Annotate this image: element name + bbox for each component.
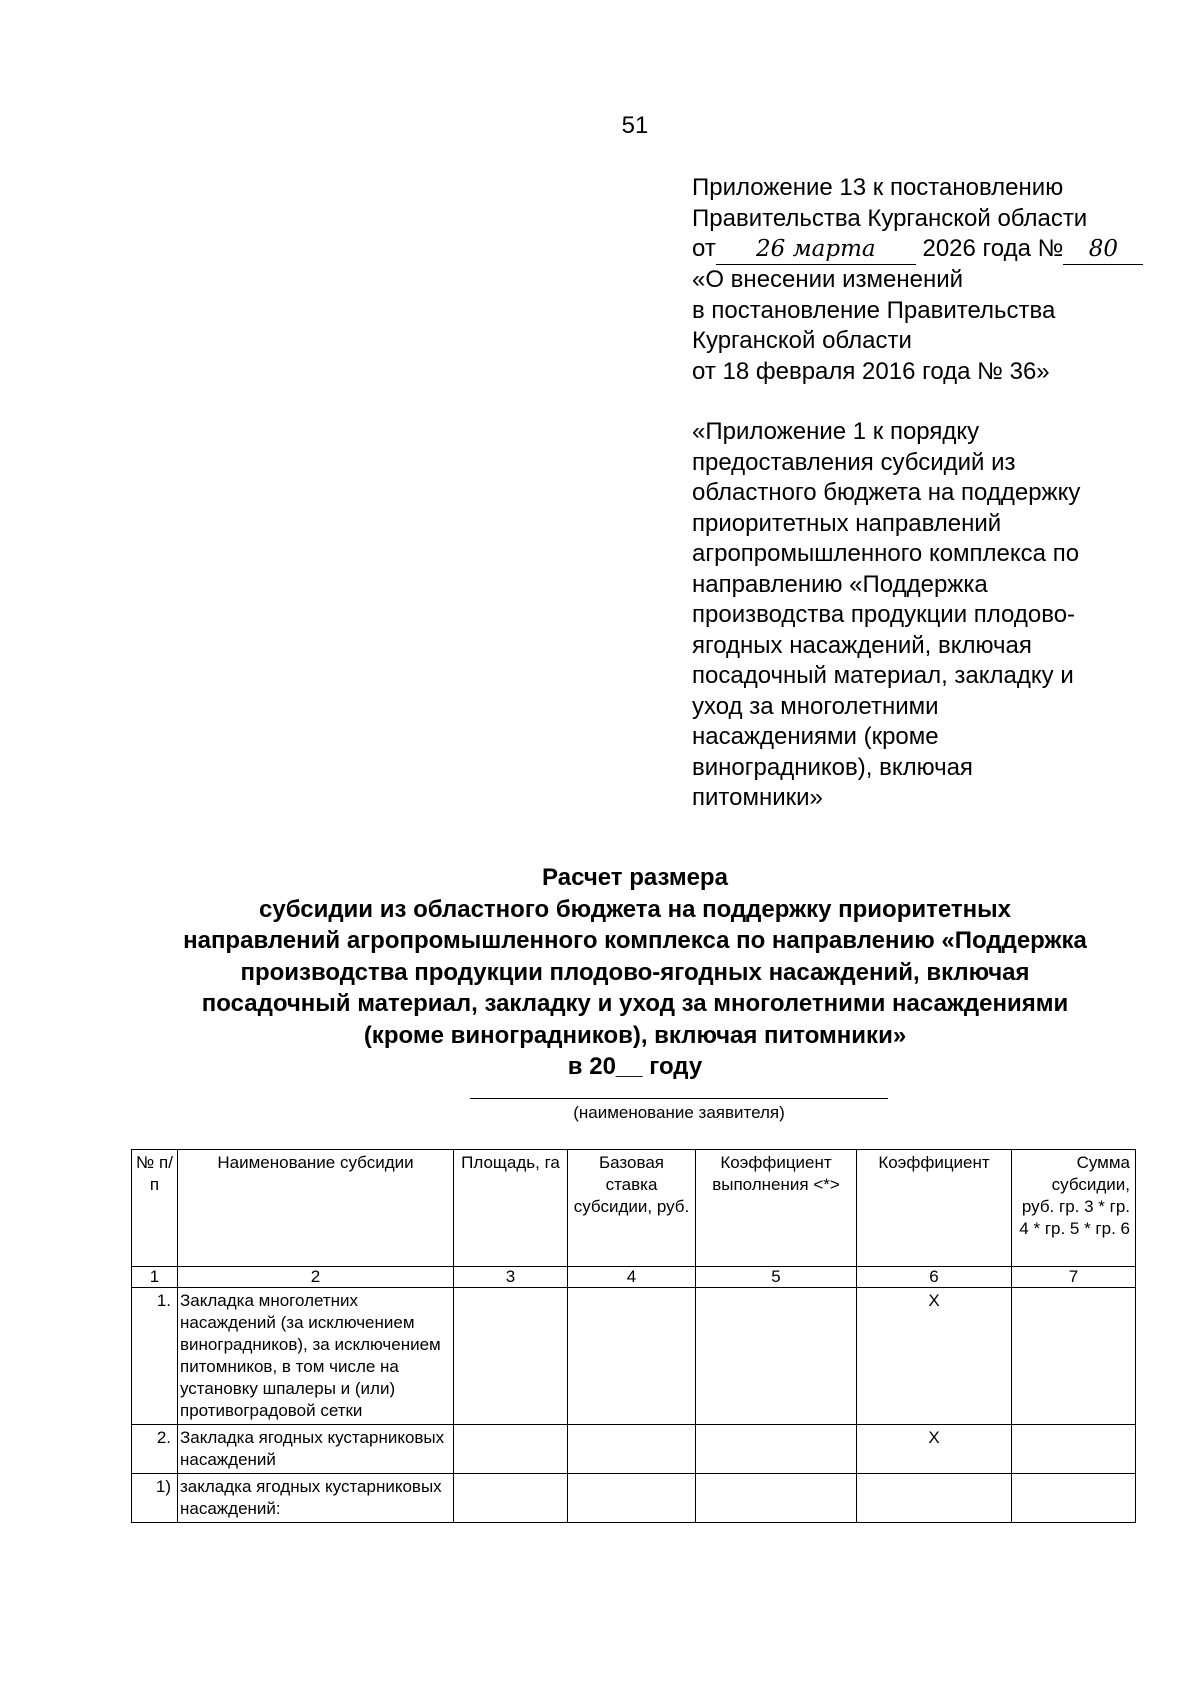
sub-appendix-line: областного бюджета на поддержку <box>692 479 1081 506</box>
row-area <box>454 1474 568 1523</box>
title-line: направлений агропромышленного комплекса по направлению «Поддержка <box>183 927 1087 954</box>
table-header-row <box>132 1150 1136 1267</box>
row-sum <box>1012 1474 1136 1523</box>
column-number: 1 <box>132 1267 178 1288</box>
column-number: 7 <box>1012 1267 1136 1288</box>
header-cell-name: Наименование субсидии <box>178 1150 454 1267</box>
row-coefficient: X <box>857 1425 1012 1474</box>
row-number: 1) <box>132 1474 178 1523</box>
sub-appendix-line: ягодных насаждений, включая <box>692 631 1032 659</box>
sub-appendix-line: предоставления субсидий из <box>692 448 1016 476</box>
column-number: 2 <box>178 1267 454 1288</box>
sub-appendix-line: агропромышленного комплекса по <box>692 540 1080 567</box>
date-suffix: 2026 года № <box>922 235 1064 262</box>
subsidy-calculation-table <box>131 1149 1136 1523</box>
column-number: 6 <box>857 1267 1012 1288</box>
appendix-line: в постановление Правительства <box>692 296 1056 324</box>
title-line: Расчет размера <box>542 864 728 891</box>
document-title <box>130 862 1140 1083</box>
title-line: (кроме виноградников), включая питомники» <box>363 1021 907 1049</box>
row-base-rate <box>568 1288 696 1425</box>
appendix-line: «О внесении изменений <box>692 266 964 293</box>
sub-appendix-line: посадочный материал, закладку и <box>692 662 1074 689</box>
page-number: 51 <box>621 112 649 139</box>
sub-appendix-line: виноградников), включая <box>692 753 973 781</box>
appendix-line: от 18 февраля 2016 года № 36» <box>692 357 1050 385</box>
row-subsidy-name: Закладка ягодных кустарниковых насаждений <box>178 1425 454 1474</box>
row-exec-coefficient <box>696 1288 857 1425</box>
row-number: 2. <box>132 1425 178 1474</box>
header-cell-coefficient: Коэффициент <box>857 1150 1012 1267</box>
table-row <box>132 1425 1136 1474</box>
sub-appendix-line: направлению «Поддержка <box>692 570 988 598</box>
row-exec-coefficient <box>696 1474 857 1523</box>
title-line: посадочный материал, закладку и уход за многолетними насаждениями <box>201 990 1069 1017</box>
appendix-line: Приложение 13 к постановлению <box>692 174 1064 201</box>
sub-appendix-line: насаждениями (кроме <box>692 723 939 750</box>
table-row <box>132 1288 1136 1425</box>
sub-appendix-line: приоритетных направлений <box>692 509 1002 537</box>
row-base-rate <box>568 1474 696 1523</box>
sub-appendix-line: питомники» <box>692 784 823 811</box>
row-area <box>454 1425 568 1474</box>
header-cell-sum: Сумма субсидии, руб. гр. 3 * гр. 4 * гр. 5 * гр. 6 <box>1012 1150 1136 1267</box>
column-number: 4 <box>568 1267 696 1288</box>
header-cell-base-rate: Базовая ставка субсидии, руб. <box>568 1150 696 1267</box>
header-cell-exec-coefficient: Коэффициент выполнения <*> <box>696 1150 857 1267</box>
applicant-blank-line <box>470 1098 888 1099</box>
header-cell-number: № п/п <box>132 1150 178 1267</box>
column-number: 3 <box>454 1267 568 1288</box>
sub-appendix-line: уход за многолетними <box>692 692 939 720</box>
row-subsidy-name: закладка ягодных кустарниковых насаждений: <box>178 1474 454 1523</box>
applicant-field <box>470 1098 888 1123</box>
row-area <box>454 1288 568 1425</box>
row-subsidy-name: Закладка многолетних насаждений (за исключением виноградников), за исключением питомников, в том числе на установку шпалеры и (или) противоградовой сетки <box>178 1288 454 1425</box>
row-exec-coefficient <box>696 1425 857 1474</box>
appendix-date-line <box>692 234 1192 265</box>
title-line: в 20__ году <box>567 1053 703 1080</box>
row-coefficient: X <box>857 1288 1012 1425</box>
row-coefficient <box>857 1474 1012 1523</box>
row-sum <box>1012 1288 1136 1425</box>
row-number: 1. <box>132 1288 178 1425</box>
sub-appendix-line: «Приложение 1 к порядку <box>692 418 980 445</box>
sub-appendix-line: производства продукции плодово- <box>692 601 1076 628</box>
appendix-block <box>692 173 1192 814</box>
row-base-rate <box>568 1425 696 1474</box>
applicant-caption: (наименование заявителя) <box>573 1103 785 1122</box>
title-line: субсидии из областного бюджета на поддержку приоритетных <box>259 895 1011 923</box>
handwritten-number: 80 <box>1063 237 1143 265</box>
header-cell-area: Площадь, га <box>454 1150 568 1267</box>
table-row <box>132 1474 1136 1523</box>
handwritten-date: 26 марта <box>716 237 916 265</box>
appendix-line: Правительства Курганской области <box>692 204 1088 232</box>
row-sum <box>1012 1425 1136 1474</box>
column-number: 5 <box>696 1267 857 1288</box>
date-prefix: от <box>692 235 716 262</box>
title-line: производства продукции плодово-ягодных насаждений, включая <box>240 958 1030 986</box>
appendix-line: Курганской области <box>692 327 912 354</box>
column-number-row <box>132 1267 1136 1288</box>
